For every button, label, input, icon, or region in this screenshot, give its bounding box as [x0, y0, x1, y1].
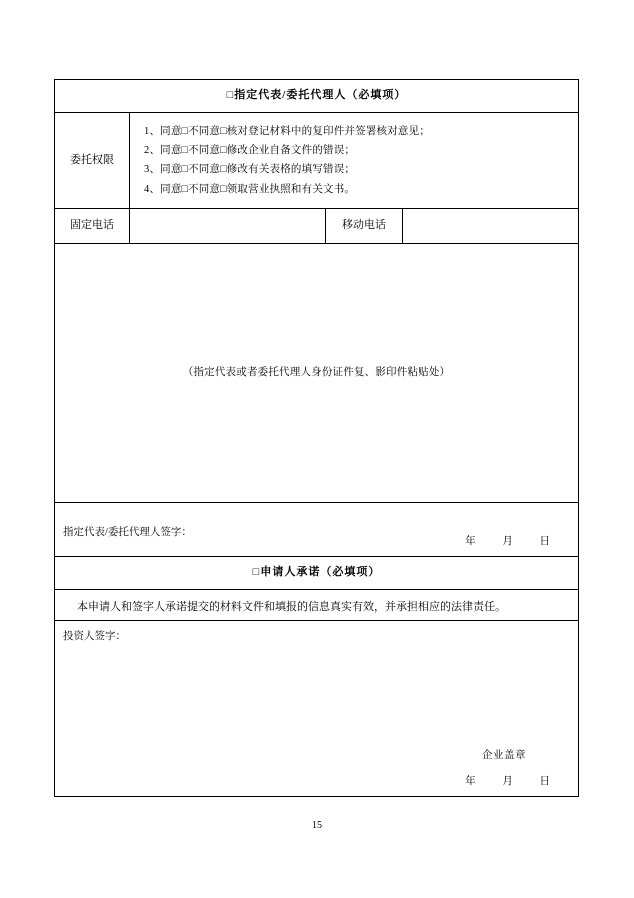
company-seal-label: 企业盖章 — [482, 749, 527, 761]
id-document-paste-area[interactable] — [55, 244, 579, 503]
designated-rep-signature-area[interactable] — [55, 503, 579, 557]
promise-date-year-label: 年 — [465, 775, 477, 787]
authority-option-4[interactable]: 4、同意□不同意□领取营业执照和有关文书。 — [144, 183, 356, 195]
id-paste-row — [55, 244, 579, 503]
promise-text-row — [55, 589, 579, 621]
authority-label: 委托权限 — [55, 112, 130, 209]
fixed-phone-input[interactable] — [130, 209, 326, 244]
designated-rep-signature-label: 指定代表/委托代理人签字： — [63, 527, 192, 539]
mobile-phone-label: 移动电话 — [326, 209, 403, 244]
promise-statement: 本申请人和签字人承诺提交的材料文件和填报的信息真实有效，并承担相应的法律责任。 — [55, 589, 579, 621]
designated-rep-section-title: □指定代表/委托代理人（必填项） — [55, 80, 579, 113]
phone-row — [55, 209, 579, 244]
investor-signature-area[interactable] — [55, 621, 579, 797]
date-year-label: 年 — [465, 536, 477, 548]
authority-option-2[interactable]: 2、同意□不同意□修改企业自备文件的错误； — [144, 145, 356, 157]
authority-option-3[interactable]: 3、同意□不同意□修改有关表格的填写错误； — [144, 164, 356, 176]
authority-option-1[interactable]: 1、同意□不同意□核对登记材料中的复印件并签署核对意见； — [144, 125, 431, 137]
signature-row — [55, 503, 579, 557]
investor-signature-label: 投资人签字： — [63, 631, 126, 643]
business-registration-form — [54, 79, 579, 797]
promise-date-line[interactable] — [454, 774, 562, 791]
promise-date-month-label: 月 — [502, 775, 514, 787]
id-paste-hint: （指定代表或者委托代理人身份证件复、影印件粘贴处） — [182, 367, 451, 379]
promise-date-day-label: 日 — [539, 775, 551, 787]
date-month-label: 月 — [502, 536, 514, 548]
fixed-phone-label: 固定电话 — [55, 209, 130, 244]
investor-signature-row — [55, 621, 579, 797]
authority-options-list — [130, 112, 579, 209]
applicant-promise-section-title: □申请人承诺（必填项） — [55, 557, 579, 590]
page-number: 15 — [312, 820, 322, 831]
designated-rep-title-row — [55, 80, 579, 113]
date-day-label: 日 — [539, 536, 551, 548]
mobile-phone-input[interactable] — [403, 209, 579, 244]
designated-rep-date-line[interactable] — [454, 534, 562, 551]
authority-row — [55, 112, 579, 209]
applicant-promise-title-row — [55, 557, 579, 590]
